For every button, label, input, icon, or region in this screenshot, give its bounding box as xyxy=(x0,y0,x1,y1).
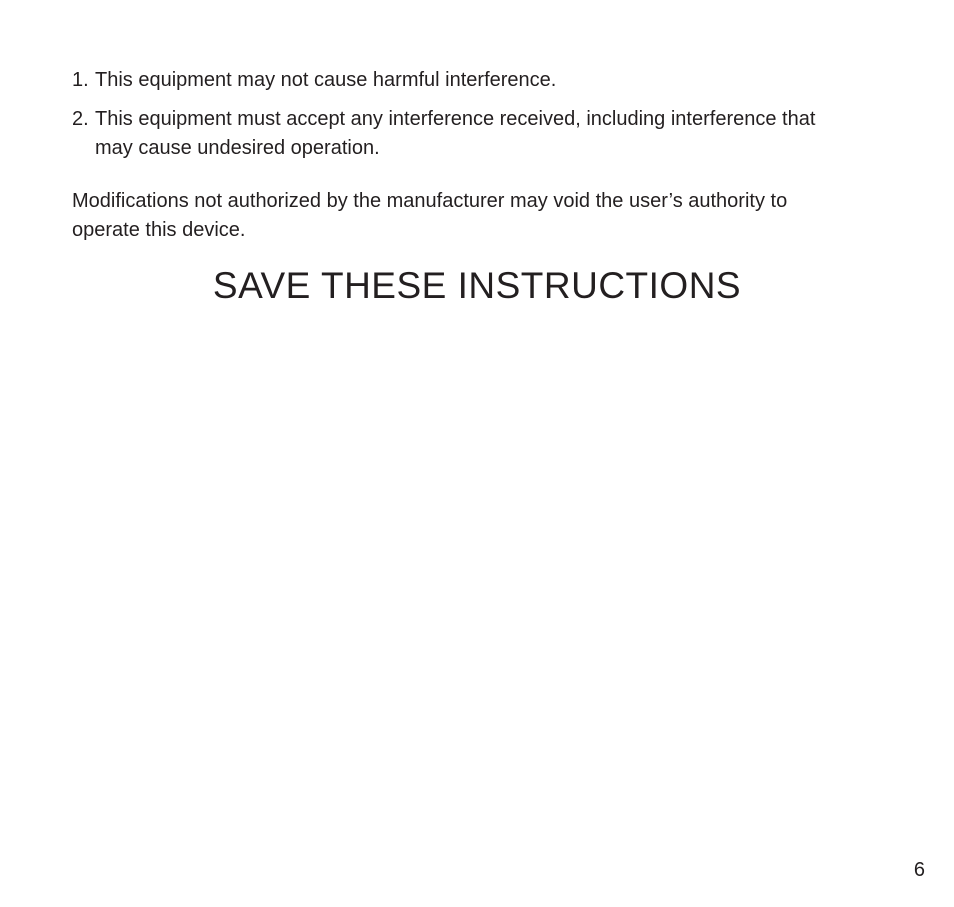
section-heading: SAVE THESE INSTRUCTIONS xyxy=(212,265,742,306)
list-item xyxy=(72,105,832,163)
list-item-number: 2. xyxy=(72,108,89,130)
fcc-conditions-list xyxy=(72,66,832,173)
modifications-notice: Modifications not authorized by the manufacturer may void the user’s authority to operate this device. xyxy=(72,190,788,241)
list-item xyxy=(72,66,832,95)
list-item-text: This equipment must accept any interference received, including interference that may cause undesired operation. xyxy=(95,108,816,159)
list-item-number: 1. xyxy=(72,69,89,91)
list-item-text: This equipment may not cause harmful interference. xyxy=(95,69,557,91)
page-number: 6 xyxy=(913,859,925,881)
